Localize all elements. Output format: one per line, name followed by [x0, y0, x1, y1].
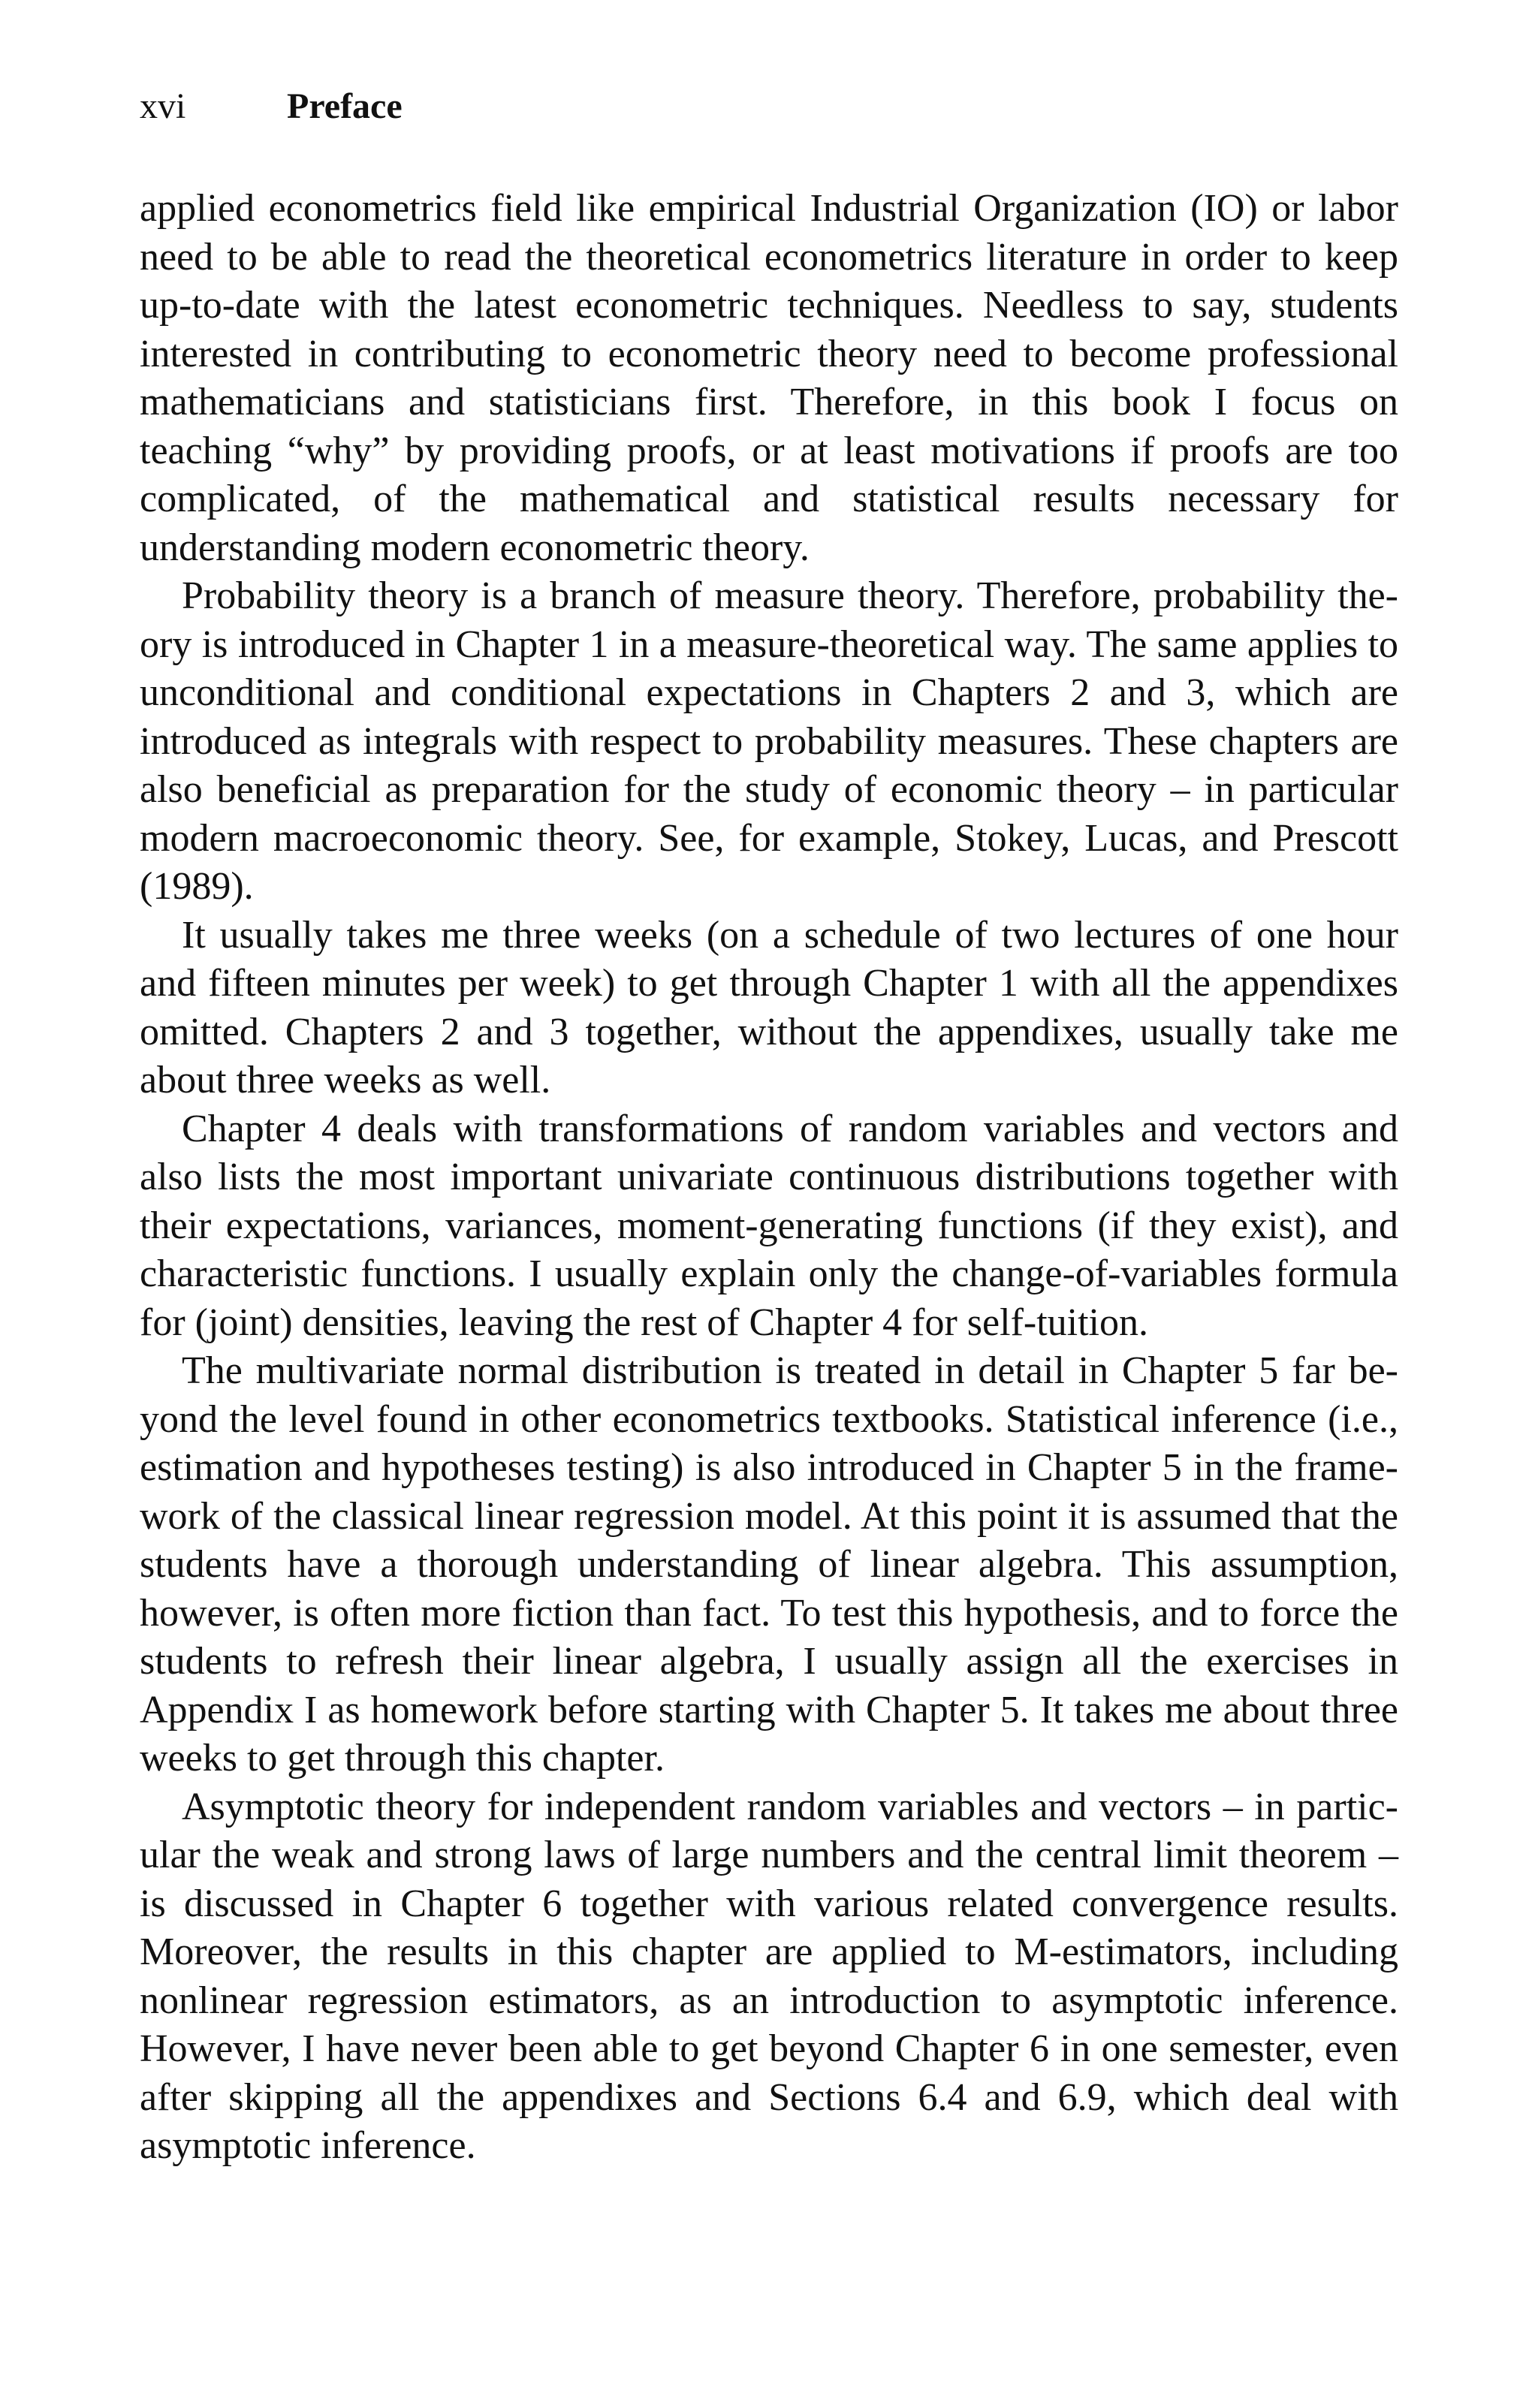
paragraph-chapter-6: Asymptotic theory for independent random variables and vectors – in particular the weak and strong laws of large numbers and the central limit theorem – is discussed in Chapter 6 together with various related convergence results. Moreover, the results in this chapter are applied to M-estimators, including nonlinear regression estimators, as an introduction to asymptotic inference. However, I have never been able to get beyond Chapter 6 in one semester, even after skipping all the appendixes and Sections 6.4 and 6.9, which deal with asymptotic inference. — [140, 1785, 1398, 2167]
paragraph-probability-theory: Probability theory is a branch of measure theory. Therefore, probability theory is introduced in Chapter 1 in a measure-theoretical way. The same applies to unconditional and conditional expectations in Chapters 2 and 3, which are introduced as integrals with respect to probability measures. These chapters are also beneficial as preparation for the study of economic theory – in particular modern macroeconomic theory. See, for example, Stokey, Lucas, and Prescott (1989). — [140, 574, 1398, 908]
paragraph-continued: applied econometrics field like empirical Industrial Organization (IO) or labor need to be able to read the theoretical econometrics literature in order to keep up-to-date with the latest econometric techniques. Needless to say, students interested in contributing to econometric theory need to become professional mathematicians and statisticians first. Therefore, in this book I focus on teaching “why” by providing proofs, or at least motivations if proofs are too complicated, of the mathematical and statistical results necessary for understanding modern econometric theory. — [140, 187, 1398, 569]
body-text — [140, 185, 1398, 2171]
paragraph-schedule: It usually takes me three weeks (on a schedule of two lectures of one hour and fifteen minutes per week) to get through Chapter 1 with all the appendixes omitted. Chapters 2 and 3 together, without the appendixes, usually take me about three weeks as well. — [140, 913, 1398, 1102]
running-head — [140, 84, 403, 129]
running-head-title: Preface — [287, 86, 403, 126]
paragraph-chapter-5: The multivariate normal distribution is treated in detail in Chapter 5 far beyond the level found in other econometrics textbooks. Statistical inference (i.e., estimation and hypotheses testing) is also introduced in Chapter 5 in the framework of the classical linear regression model. At this point it is assumed that the students have a thorough understanding of linear algebra. This assumption, however, is often more fiction than fact. To test this hypothesis, and to force the students to refresh their linear algebra, I usually assign all the exercises in Appendix I as homework before starting with Chapter 5. It takes me about three weeks to get through this chapter. — [140, 1349, 1398, 1780]
paragraph-chapter-4: Chapter 4 deals with transformations of random variables and vectors and also lists the most important univariate continuous distributions together with their expectations, variances, moment-generating functions (if they exist), and characteristic functions. I usually explain only the change-of-variables formula for (joint) densities, leaving the rest of Chapter 4 for self-tuition. — [140, 1107, 1398, 1344]
page-number: xvi — [140, 86, 186, 126]
